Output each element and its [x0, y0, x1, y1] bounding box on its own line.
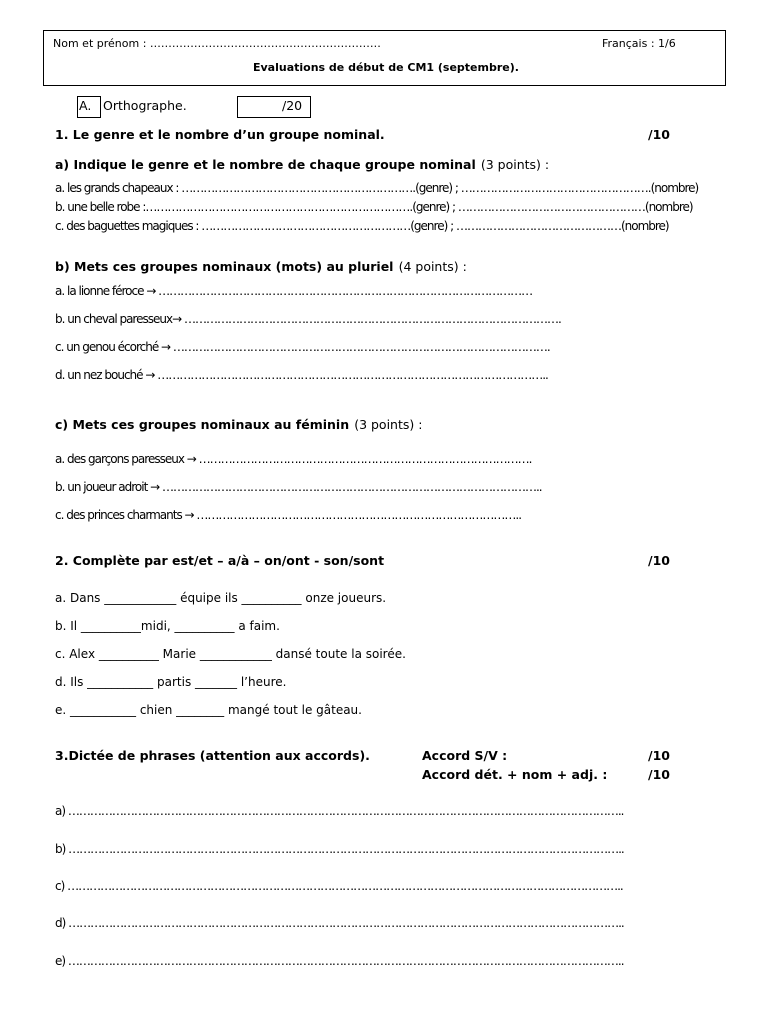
q1b-heading — [55, 256, 467, 275]
q1-title: 1. Le genre et le nombre d’un groupe nominal. — [55, 127, 385, 142]
q1b-item[interactable]: c. un genou écorché → …………………………………………………………………………………………. — [55, 340, 550, 354]
q1a-heading — [55, 154, 549, 173]
q1c-heading — [55, 414, 422, 433]
q3-title: 3.Dictée de phrases (attention aux accords). — [55, 748, 370, 763]
q1b-item[interactable]: b. un cheval paresseux→ …………………………………………………………………………………………. — [55, 312, 561, 326]
q1c-points: (3 points) : — [354, 417, 423, 432]
q2-item[interactable]: c. Alex __________ Marie ____________ dansé toute la soirée. — [55, 647, 406, 661]
section-title: Orthographe. — [103, 98, 187, 113]
q3-accord1-score: /10 — [648, 748, 670, 763]
q1a-title: a) Indique le genre et le nombre de chaque groupe nominal — [55, 157, 476, 172]
q1b-title: b) Mets ces groupes nominaux (mots) au pluriel — [55, 259, 394, 274]
dictation-line[interactable]: e) …………………………………………………………………………………………………………………………………….. — [55, 954, 624, 968]
q1c-item[interactable]: b. un joueur adroit → ………………………………………………………………………………………….. — [55, 480, 542, 494]
q1c-item[interactable]: c. des princes charmants → …………………………………………………………………………….. — [55, 508, 522, 522]
section-letter: A. — [79, 98, 92, 113]
q3-accord1-label: Accord S/V : — [422, 748, 508, 763]
page-title: Evaluations de début de CM1 (septembre). — [253, 61, 519, 74]
q1a-item[interactable]: c. des baguettes magiques : …………………………………………………(genre) ; ………………………………………(nombre) — [55, 219, 669, 233]
dictation-line[interactable]: c) …………………………………………………………………………………………………………………………………….. — [55, 879, 623, 893]
q1-score: /10 — [648, 127, 670, 142]
subject-label: Français : 1/6 — [602, 37, 676, 50]
q2-title: 2. Complète par est/et – a/à – on/ont - son/sont — [55, 553, 385, 568]
q1a-item[interactable]: a. les grands chapeaux : ……………………………………………………….(genre) ; …………………………………………….(nombre) — [55, 181, 699, 195]
q1c-item[interactable]: a. des garçons paresseux → ………………………………………………………………………………. — [55, 452, 532, 466]
q1a-points: (3 points) : — [480, 157, 550, 172]
q1b-item[interactable]: a. la lionne féroce → ………………………………………………………………………………………… — [55, 284, 533, 298]
dictation-line[interactable]: d) …………………………………………………………………………………………………………………………………….. — [55, 916, 624, 930]
q1b-points: (4 points) : — [398, 259, 467, 274]
q3-accord2-score: /10 — [648, 767, 670, 782]
section-score: /20 — [282, 98, 303, 113]
q2-score: /10 — [648, 553, 670, 568]
q2-item[interactable]: e. ___________ chien ________ mangé tout le gâteau. — [55, 703, 362, 717]
q1b-item[interactable]: d. un nez bouché → …………………………………………………………………………………………….. — [55, 368, 548, 382]
name-field-label[interactable]: Nom et prénom : ……………………………………………………… — [53, 37, 381, 50]
q1a-item[interactable]: b. une belle robe :……………………………………………………………….(genre) ; ……………………………………………(nombre) — [55, 200, 693, 214]
q2-item[interactable]: d. Ils ___________ partis _______ l’heure. — [55, 675, 287, 689]
q3-accord2-label: Accord dét. + nom + adj. : — [422, 767, 608, 782]
dictation-line[interactable]: b) …………………………………………………………………………………………………………………………………….. — [55, 842, 624, 856]
dictation-line[interactable]: a) …………………………………………………………………………………………………………………………………….. — [55, 804, 624, 818]
q1c-title: c) Mets ces groupes nominaux au féminin — [55, 417, 350, 432]
q2-item[interactable]: b. Il __________midi, __________ a faim. — [55, 619, 280, 633]
q2-item[interactable]: a. Dans ____________ équipe ils __________ onze joueurs. — [55, 591, 387, 605]
